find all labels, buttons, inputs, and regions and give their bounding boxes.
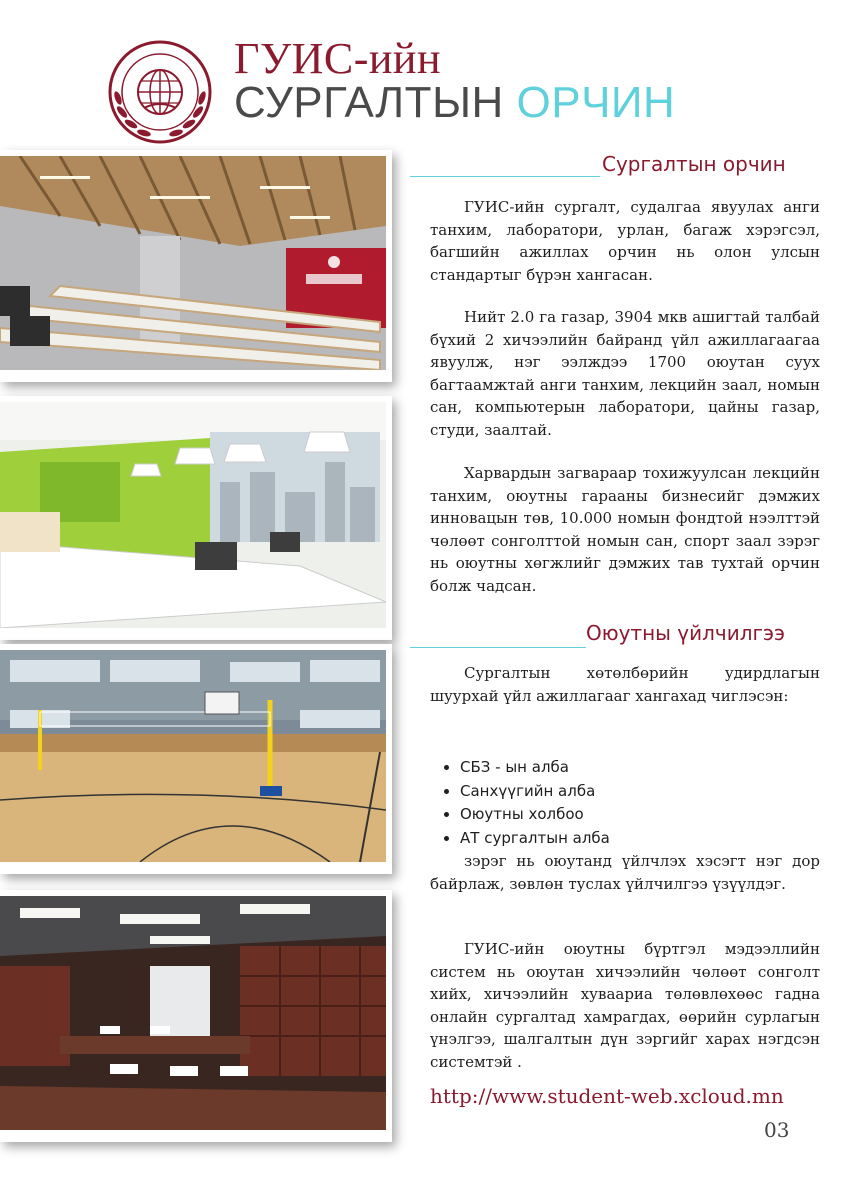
- paragraph-services-intro: Сургалтын хөтөлбөрийн удирдлагын шуурхай үйл ажиллагааг хангахад чиглэсэн:: [430, 664, 820, 705]
- photo-sports-hall: [0, 644, 392, 874]
- list-item: • СБЗ - ын алба: [460, 756, 610, 780]
- services-list: [440, 756, 610, 850]
- section-heading-learning-environment: Сургалтын орчин: [602, 152, 786, 176]
- page-title-line2: [234, 78, 675, 128]
- list-item: • АТ сургалтын алба: [460, 827, 610, 851]
- paragraph-registration-system: ГУИС-ийн оюутны бүртгэл мэдээллийн систем нь оюутан хичээлийн чөлөөт сонголт хийх, хичээлийн хуваариа төлөвлөхөөс гадна онлайн сургалтад хамрагдах, өөрийн сурлагын үнэлгээ, шалгалтын дүн зэргийг харах нэгдсэн системтэй .: [430, 940, 820, 1071]
- photo-study-area: [0, 396, 392, 640]
- paragraph-harvard-model: Харвардын загвараар тохижуулсан лекцийн танхим, оюутны гарааны бизнесийг дэмжих инновацын төв, 10.000 номын фондтой нээлттэй чөлөөт сонголттой номын сан, спорт заал зэрэг нь оюутны хөгжлийг дэмжих тав тухтай орчин болж чадсан.: [430, 464, 820, 595]
- paragraph-facilities: ГУИС-ийн сургалт, судалгаа явуулах анги танхим, лаборатори, урлан, багаж хэрэгсэл, багшийн ажиллах орчин нь олон улсын стандартыг бүрэн хангасан.: [430, 198, 820, 284]
- photo-reading-room: [0, 890, 392, 1142]
- page-number: 03: [764, 1118, 790, 1142]
- paragraph-campus-size: Нийт 2.0 га газар, 3904 мкв ашигтай талбай бүхий 2 хичээлийн байранд үйл ажиллагаагаа явуулж, нэг ээлждээ 1700 оюутан суух багтаамжтай анги танхим, лекцийн заал, номын сан, компьютерын лаборатори, цайны газар, студи, заалтай.: [430, 308, 820, 439]
- photo-lecture-hall: [0, 150, 392, 382]
- list-item: • Оюутны холбоо: [460, 803, 610, 827]
- paragraph-services-after-list: зэрэг нь оюутанд үйлчлэх хэсэгт нэг дор байрлаж, зөвлөн туслах үйлчилгээ үзүүлдэг.: [430, 852, 820, 893]
- heading-rule-2: [410, 647, 586, 648]
- title-word-surgaltyn: СУРГАЛТЫН: [234, 78, 504, 127]
- title-word-orchin: ОРЧИН: [516, 78, 676, 127]
- page-title-line1: ГУИС-ийн: [234, 34, 442, 83]
- university-logo: [104, 36, 216, 148]
- section-heading-student-services: Оюутны үйлчилгээ: [586, 621, 785, 645]
- heading-rule-1: [410, 176, 600, 177]
- list-item: • Санхүүгийн алба: [460, 780, 610, 804]
- student-web-link[interactable]: http://www.student-web.xcloud.mn: [430, 1084, 784, 1108]
